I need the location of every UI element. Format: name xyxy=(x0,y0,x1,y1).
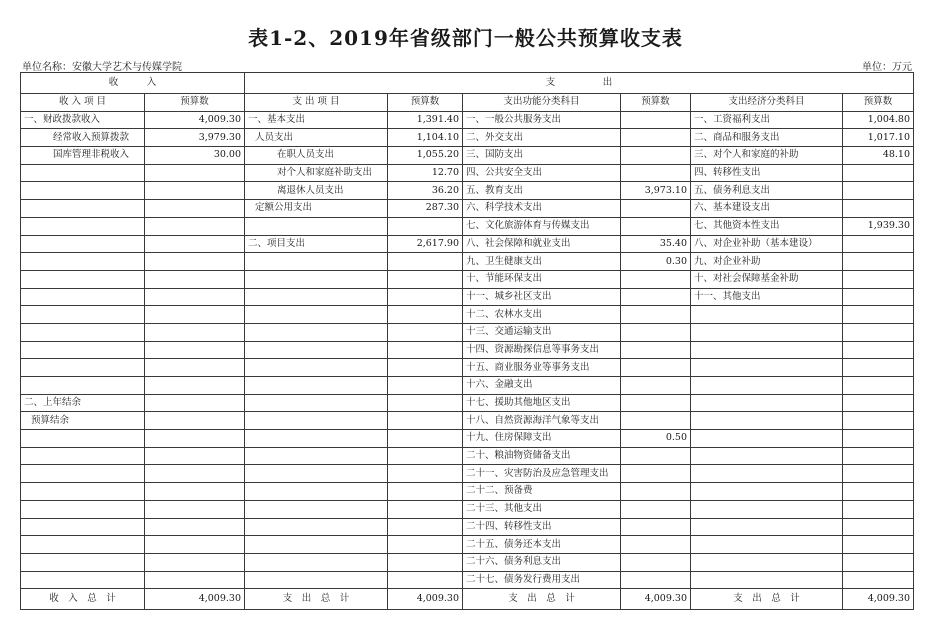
table-row xyxy=(21,129,914,147)
func-item-cell: 十二、农林水支出 xyxy=(463,306,621,324)
exp-value-cell xyxy=(388,288,463,306)
exp-item-cell xyxy=(245,465,388,483)
exp-value-cell: 1,104.10 xyxy=(388,129,463,147)
econ-item-cell xyxy=(691,536,843,554)
total-exp-value: 4,009.30 xyxy=(388,589,463,610)
econ-item-cell xyxy=(691,394,843,412)
total-income-value: 4,009.30 xyxy=(145,589,245,610)
exp-value-cell xyxy=(388,500,463,518)
exp-item-cell: 一、基本支出 xyxy=(245,111,388,129)
econ-value-cell: 1,939.30 xyxy=(843,217,914,235)
econ-item-cell: 六、基本建设支出 xyxy=(691,200,843,218)
econ-item-cell xyxy=(691,430,843,448)
econ-value-cell xyxy=(843,377,914,395)
func-item-cell: 八、社会保障和就业支出 xyxy=(463,235,621,253)
econ-value-cell xyxy=(843,200,914,218)
func-item-cell: 十七、援助其他地区支出 xyxy=(463,394,621,412)
func-value-cell xyxy=(621,164,691,182)
unit-name: 单位名称：安徽大学艺术与传媒学院 xyxy=(22,62,182,73)
econ-item-cell: 九、对企业补助 xyxy=(691,253,843,271)
econ-item-cell xyxy=(691,323,843,341)
income-item-cell: 二、上年结余 xyxy=(21,394,145,412)
exp-item-cell xyxy=(245,571,388,589)
func-value-cell xyxy=(621,217,691,235)
exp-item-cell: 二、项目支出 xyxy=(245,235,388,253)
income-value-cell xyxy=(145,483,245,501)
exp-item-cell xyxy=(245,341,388,359)
income-item-cell xyxy=(21,253,145,271)
func-item-cell: 二十一、灾害防治及应急管理支出 xyxy=(463,465,621,483)
exp-item-cell: 人员支出 xyxy=(245,129,388,147)
table-row xyxy=(21,359,914,377)
exp-item-cell: 定额公用支出 xyxy=(245,200,388,218)
income-item-cell xyxy=(21,323,145,341)
econ-value-cell xyxy=(843,253,914,271)
table-row xyxy=(21,217,914,235)
func-item-cell: 一、一般公共服务支出 xyxy=(463,111,621,129)
econ-value-cell xyxy=(843,518,914,536)
income-item-cell: 一、财政拨款收入 xyxy=(21,111,145,129)
table-row xyxy=(21,447,914,465)
econ-item-cell xyxy=(691,447,843,465)
table-row xyxy=(21,465,914,483)
table-row xyxy=(21,164,914,182)
income-item-cell xyxy=(21,288,145,306)
econ-value-cell xyxy=(843,394,914,412)
econ-value-cell xyxy=(843,536,914,554)
func-value-cell xyxy=(621,288,691,306)
func-item-cell: 四、公共安全支出 xyxy=(463,164,621,182)
func-value-cell xyxy=(621,270,691,288)
income-value-cell xyxy=(145,500,245,518)
income-item-cell: 经常收入预算拨款 xyxy=(21,129,145,147)
exp-item-cell: 在职人员支出 xyxy=(245,147,388,165)
income-value-cell xyxy=(145,323,245,341)
func-value-cell: 0.30 xyxy=(621,253,691,271)
econ-value-cell xyxy=(843,235,914,253)
income-value-cell xyxy=(145,200,245,218)
exp-item-cell xyxy=(245,306,388,324)
col-income-item: 收 入 项 目 xyxy=(21,94,145,112)
income-value-cell: 4,009.30 xyxy=(145,111,245,129)
income-value-cell xyxy=(145,377,245,395)
econ-item-cell xyxy=(691,571,843,589)
income-value-cell xyxy=(145,447,245,465)
table-row xyxy=(21,323,914,341)
exp-item-cell: 对个人和家庭补助支出 xyxy=(245,164,388,182)
income-item-cell xyxy=(21,235,145,253)
exp-value-cell: 1,055.20 xyxy=(388,147,463,165)
exp-value-cell xyxy=(388,553,463,571)
total-func-value: 4,009.30 xyxy=(621,589,691,610)
econ-item-cell xyxy=(691,483,843,501)
func-value-cell xyxy=(621,518,691,536)
econ-value-cell xyxy=(843,483,914,501)
exp-item-cell xyxy=(245,500,388,518)
func-item-cell: 三、国防支出 xyxy=(463,147,621,165)
income-value-cell xyxy=(145,235,245,253)
income-value-cell xyxy=(145,553,245,571)
income-group-header: 收 入 xyxy=(21,73,245,94)
func-value-cell xyxy=(621,500,691,518)
func-value-cell xyxy=(621,447,691,465)
exp-value-cell xyxy=(388,430,463,448)
econ-item-cell xyxy=(691,465,843,483)
exp-value-cell: 36.20 xyxy=(388,182,463,200)
econ-value-cell xyxy=(843,288,914,306)
func-value-cell xyxy=(621,341,691,359)
econ-value-cell xyxy=(843,270,914,288)
econ-value-cell xyxy=(843,447,914,465)
func-value-cell xyxy=(621,323,691,341)
func-value-cell xyxy=(621,129,691,147)
func-value-cell: 0.50 xyxy=(621,430,691,448)
table-row xyxy=(21,270,914,288)
income-value-cell xyxy=(145,306,245,324)
func-item-cell: 十一、城乡社区支出 xyxy=(463,288,621,306)
total-econ-value: 4,009.30 xyxy=(843,589,914,610)
header-row-group xyxy=(21,73,914,94)
income-value-cell xyxy=(145,288,245,306)
income-item-cell xyxy=(21,447,145,465)
exp-item-cell xyxy=(245,553,388,571)
total-exp-label: 支 出 总 计 xyxy=(245,589,388,610)
func-value-cell: 35.40 xyxy=(621,235,691,253)
exp-value-cell xyxy=(388,394,463,412)
exp-item-cell xyxy=(245,483,388,501)
income-item-cell xyxy=(21,553,145,571)
econ-value-cell xyxy=(843,182,914,200)
econ-value-cell xyxy=(843,553,914,571)
exp-item-cell xyxy=(245,253,388,271)
econ-item-cell: 十、对社会保障基金补助 xyxy=(691,270,843,288)
func-item-cell: 二、外交支出 xyxy=(463,129,621,147)
econ-item-cell: 一、工资福利支出 xyxy=(691,111,843,129)
econ-value-cell xyxy=(843,412,914,430)
col-income-budget: 预算数 xyxy=(145,94,245,112)
func-item-cell: 二十七、债务发行费用支出 xyxy=(463,571,621,589)
econ-item-cell xyxy=(691,359,843,377)
income-item-cell xyxy=(21,518,145,536)
econ-item-cell: 八、对企业补助（基本建设） xyxy=(691,235,843,253)
func-value-cell xyxy=(621,377,691,395)
func-item-cell: 六、科学技术支出 xyxy=(463,200,621,218)
exp-value-cell xyxy=(388,536,463,554)
table-row xyxy=(21,182,914,200)
exp-value-cell xyxy=(388,270,463,288)
income-item-cell xyxy=(21,341,145,359)
table-row xyxy=(21,430,914,448)
exp-item-cell xyxy=(245,288,388,306)
income-value-cell xyxy=(145,394,245,412)
func-item-cell: 七、文化旅游体育与传媒支出 xyxy=(463,217,621,235)
exp-value-cell xyxy=(388,483,463,501)
econ-value-cell xyxy=(843,430,914,448)
exp-item-cell xyxy=(245,518,388,536)
exp-value-cell: 2,617.90 xyxy=(388,235,463,253)
income-item-cell: 预算结余 xyxy=(21,412,145,430)
table-row xyxy=(21,412,914,430)
econ-item-cell: 五、债务利息支出 xyxy=(691,182,843,200)
func-item-cell: 十四、资源勘探信息等事务支出 xyxy=(463,341,621,359)
func-item-cell: 十五、商业服务业等事务支出 xyxy=(463,359,621,377)
total-econ-label: 支 出 总 计 xyxy=(691,589,843,610)
income-value-cell: 3,979.30 xyxy=(145,129,245,147)
table-row xyxy=(21,518,914,536)
func-value-cell: 3,973.10 xyxy=(621,182,691,200)
func-item-cell: 十三、交通运输支出 xyxy=(463,323,621,341)
func-value-cell xyxy=(621,553,691,571)
total-func-label: 支 出 总 计 xyxy=(463,589,621,610)
econ-value-cell xyxy=(843,323,914,341)
income-item-cell: 国库管理非税收入 xyxy=(21,147,145,165)
func-item-cell: 二十四、转移性支出 xyxy=(463,518,621,536)
income-item-cell xyxy=(21,217,145,235)
income-item-cell xyxy=(21,182,145,200)
exp-item-cell xyxy=(245,394,388,412)
func-item-cell: 十九、住房保障支出 xyxy=(463,430,621,448)
table-row xyxy=(21,500,914,518)
func-item-cell: 九、卫生健康支出 xyxy=(463,253,621,271)
func-item-cell: 二十六、债务利息支出 xyxy=(463,553,621,571)
exp-item-cell xyxy=(245,536,388,554)
econ-value-cell: 48.10 xyxy=(843,147,914,165)
econ-item-cell xyxy=(691,518,843,536)
econ-value-cell xyxy=(843,341,914,359)
income-value-cell: 30.00 xyxy=(145,147,245,165)
econ-item-cell: 十一、其他支出 xyxy=(691,288,843,306)
income-item-cell xyxy=(21,483,145,501)
func-value-cell xyxy=(621,394,691,412)
exp-value-cell xyxy=(388,341,463,359)
income-value-cell xyxy=(145,412,245,430)
income-value-cell xyxy=(145,164,245,182)
income-value-cell xyxy=(145,465,245,483)
income-item-cell xyxy=(21,359,145,377)
exp-item-cell: 离退休人员支出 xyxy=(245,182,388,200)
func-value-cell xyxy=(621,483,691,501)
table-row xyxy=(21,536,914,554)
income-value-cell xyxy=(145,518,245,536)
econ-value-cell xyxy=(843,306,914,324)
exp-value-cell xyxy=(388,465,463,483)
econ-item-cell: 二、商品和服务支出 xyxy=(691,129,843,147)
table-row xyxy=(21,306,914,324)
func-value-cell xyxy=(621,571,691,589)
exp-value-cell xyxy=(388,518,463,536)
budget-table xyxy=(20,72,914,610)
exp-item-cell xyxy=(245,447,388,465)
exp-value-cell xyxy=(388,323,463,341)
income-item-cell xyxy=(21,500,145,518)
table-row xyxy=(21,147,914,165)
econ-value-cell xyxy=(843,465,914,483)
econ-item-cell xyxy=(691,500,843,518)
econ-item-cell xyxy=(691,412,843,430)
total-income-label: 收 入 总 计 xyxy=(21,589,145,610)
table-row xyxy=(21,288,914,306)
income-value-cell xyxy=(145,270,245,288)
func-item-cell: 十六、金融支出 xyxy=(463,377,621,395)
exp-item-cell xyxy=(245,412,388,430)
func-value-cell xyxy=(621,536,691,554)
table-row xyxy=(21,341,914,359)
func-value-cell xyxy=(621,412,691,430)
econ-item-cell: 四、转移性支出 xyxy=(691,164,843,182)
table-row xyxy=(21,553,914,571)
exp-item-cell xyxy=(245,270,388,288)
table-row xyxy=(21,111,914,129)
func-value-cell xyxy=(621,147,691,165)
exp-item-cell xyxy=(245,217,388,235)
econ-value-cell: 1,017.10 xyxy=(843,129,914,147)
func-item-cell: 二十二、预备费 xyxy=(463,483,621,501)
income-value-cell xyxy=(145,430,245,448)
func-value-cell xyxy=(621,200,691,218)
exp-value-cell xyxy=(388,306,463,324)
table-row xyxy=(21,253,914,271)
exp-item-cell xyxy=(245,323,388,341)
econ-item-cell xyxy=(691,377,843,395)
income-item-cell xyxy=(21,306,145,324)
income-item-cell xyxy=(21,571,145,589)
func-value-cell xyxy=(621,465,691,483)
exp-item-cell xyxy=(245,359,388,377)
exp-value-cell xyxy=(388,253,463,271)
income-item-cell xyxy=(21,536,145,554)
func-item-cell: 五、教育支出 xyxy=(463,182,621,200)
col-econ-item: 支出经济分类科目 xyxy=(691,94,843,112)
table-row xyxy=(21,483,914,501)
table-row xyxy=(21,571,914,589)
func-item-cell: 十八、自然资源海洋气象等支出 xyxy=(463,412,621,430)
exp-value-cell xyxy=(388,217,463,235)
exp-value-cell xyxy=(388,447,463,465)
exp-value-cell: 1,391.40 xyxy=(388,111,463,129)
func-item-cell: 十、节能环保支出 xyxy=(463,270,621,288)
econ-item-cell: 三、对个人和家庭的补助 xyxy=(691,147,843,165)
expenditure-group-header: 支 出 xyxy=(245,73,914,94)
col-func-item: 支出功能分类科目 xyxy=(463,94,621,112)
col-exp-budget: 预算数 xyxy=(388,94,463,112)
func-value-cell xyxy=(621,359,691,377)
func-value-cell xyxy=(621,111,691,129)
income-item-cell xyxy=(21,465,145,483)
income-item-cell xyxy=(21,377,145,395)
exp-value-cell: 12.70 xyxy=(388,164,463,182)
exp-value-cell xyxy=(388,571,463,589)
econ-item-cell xyxy=(691,306,843,324)
income-value-cell xyxy=(145,359,245,377)
unit-label: 单位：万元 xyxy=(862,62,912,73)
header-row-columns xyxy=(21,94,914,112)
func-value-cell xyxy=(621,306,691,324)
econ-value-cell xyxy=(843,359,914,377)
exp-item-cell xyxy=(245,377,388,395)
exp-item-cell xyxy=(245,430,388,448)
income-item-cell xyxy=(21,270,145,288)
income-item-cell xyxy=(21,200,145,218)
exp-value-cell xyxy=(388,412,463,430)
col-econ-budget: 预算数 xyxy=(843,94,914,112)
func-item-cell: 二十、粮油物资储备支出 xyxy=(463,447,621,465)
econ-value-cell xyxy=(843,500,914,518)
income-value-cell xyxy=(145,217,245,235)
income-value-cell xyxy=(145,571,245,589)
table-row xyxy=(21,200,914,218)
econ-value-cell xyxy=(843,164,914,182)
totals-row xyxy=(21,589,914,610)
func-item-cell: 二十五、债务还本支出 xyxy=(463,536,621,554)
econ-item-cell: 七、其他资本性支出 xyxy=(691,217,843,235)
exp-value-cell: 287.30 xyxy=(388,200,463,218)
page-title: 表1-2、2019年省级部门一般公共预算收支表 xyxy=(248,26,683,50)
income-value-cell xyxy=(145,253,245,271)
econ-item-cell xyxy=(691,553,843,571)
table-row xyxy=(21,235,914,253)
income-item-cell xyxy=(21,164,145,182)
econ-value-cell xyxy=(843,571,914,589)
exp-value-cell xyxy=(388,377,463,395)
col-exp-item: 支 出 项 目 xyxy=(245,94,388,112)
table-row xyxy=(21,377,914,395)
income-item-cell xyxy=(21,430,145,448)
income-value-cell xyxy=(145,341,245,359)
func-item-cell: 二十三、其他支出 xyxy=(463,500,621,518)
col-func-budget: 预算数 xyxy=(621,94,691,112)
exp-value-cell xyxy=(388,359,463,377)
income-value-cell xyxy=(145,536,245,554)
table-row xyxy=(21,394,914,412)
income-value-cell xyxy=(145,182,245,200)
econ-item-cell xyxy=(691,341,843,359)
econ-value-cell: 1,004.80 xyxy=(843,111,914,129)
